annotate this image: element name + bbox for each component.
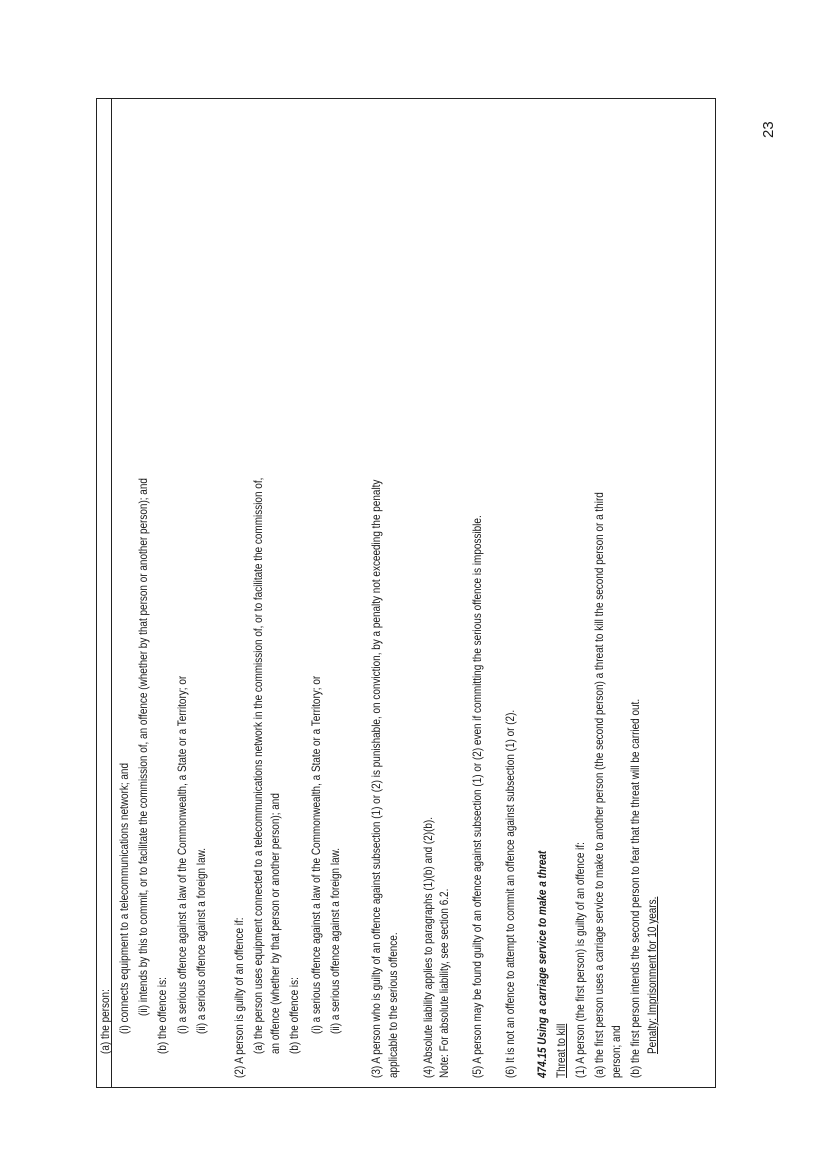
text-line: (ii) a serious offence against a foreign law. <box>329 847 342 1034</box>
text-line: (4) Absolute liability applies to paragraphs (1)(b) and (2)(b). <box>422 816 435 1078</box>
text-line: (a) the first person uses a carriage service to make to another person (the second person) a threat to kill the second person or a third <box>593 492 606 1078</box>
text-line: (i) a serious offence against a law of the Commonwealth, a State or a Territory; or <box>310 675 323 1034</box>
text-line: (b) the first person intends the second person to fear that the threat will be carried out. <box>629 698 642 1078</box>
text-line: (b) the offence is: <box>288 977 301 1054</box>
text-line: (6) It is not an offence to attempt to commit an offence against subsection (1) or (2). <box>504 709 517 1078</box>
text-line: applicable to the serious offence. <box>387 932 400 1078</box>
page-number-wrap <box>760 116 778 140</box>
subheading: Threat to kill <box>555 1023 568 1078</box>
text-line: (ii) intends by this to commit, or to facilitate the commission of, an offence (whether by that person or another person); and <box>137 478 150 1016</box>
text-line: Note: For absolute liability, see section 6.2. <box>438 888 451 1078</box>
text-line: (3) A person who is guilty of an offence against subsection (1) or (2) is punishable, on conviction, by a penalty not exceeding the penalty <box>370 479 383 1078</box>
text-line: (i) connects equipment to a telecommunications network; and <box>118 762 131 1034</box>
text-line: (2) A person is guilty of an offence if: <box>233 917 246 1078</box>
penalty-line: Penalty: Imprisonment for 10 years. <box>646 896 659 1054</box>
text-line: (a) the person: <box>99 989 112 1054</box>
text-line: (b) the offence is: <box>156 977 169 1054</box>
rotated-page <box>96 98 716 1088</box>
text-line: (5) A person may be found guilty of an offence against subsection (1) or (2) even if committing the serious offence is impossible. <box>471 515 484 1078</box>
text-line: (i) a serious offence against a law of the Commonwealth, a State or a Territory; or <box>176 675 189 1034</box>
text-line: person; and <box>610 1025 623 1078</box>
text-line: (ii) a serious offence against a foreign law. <box>195 847 208 1034</box>
text-line: (a) the person uses equipment connected to a telecommunications network in the commission of, or to facilitate the commission of, <box>252 477 265 1054</box>
text-line: an offence (whether by that person or another person); and <box>269 793 282 1054</box>
provision-text <box>99 68 719 1078</box>
text-line: (1) A person (the first person) is guilty of an offence if: <box>574 842 587 1078</box>
section-heading: 474.15 Using a carriage service to make a threat <box>536 850 549 1078</box>
page-number: 23 <box>760 121 777 138</box>
